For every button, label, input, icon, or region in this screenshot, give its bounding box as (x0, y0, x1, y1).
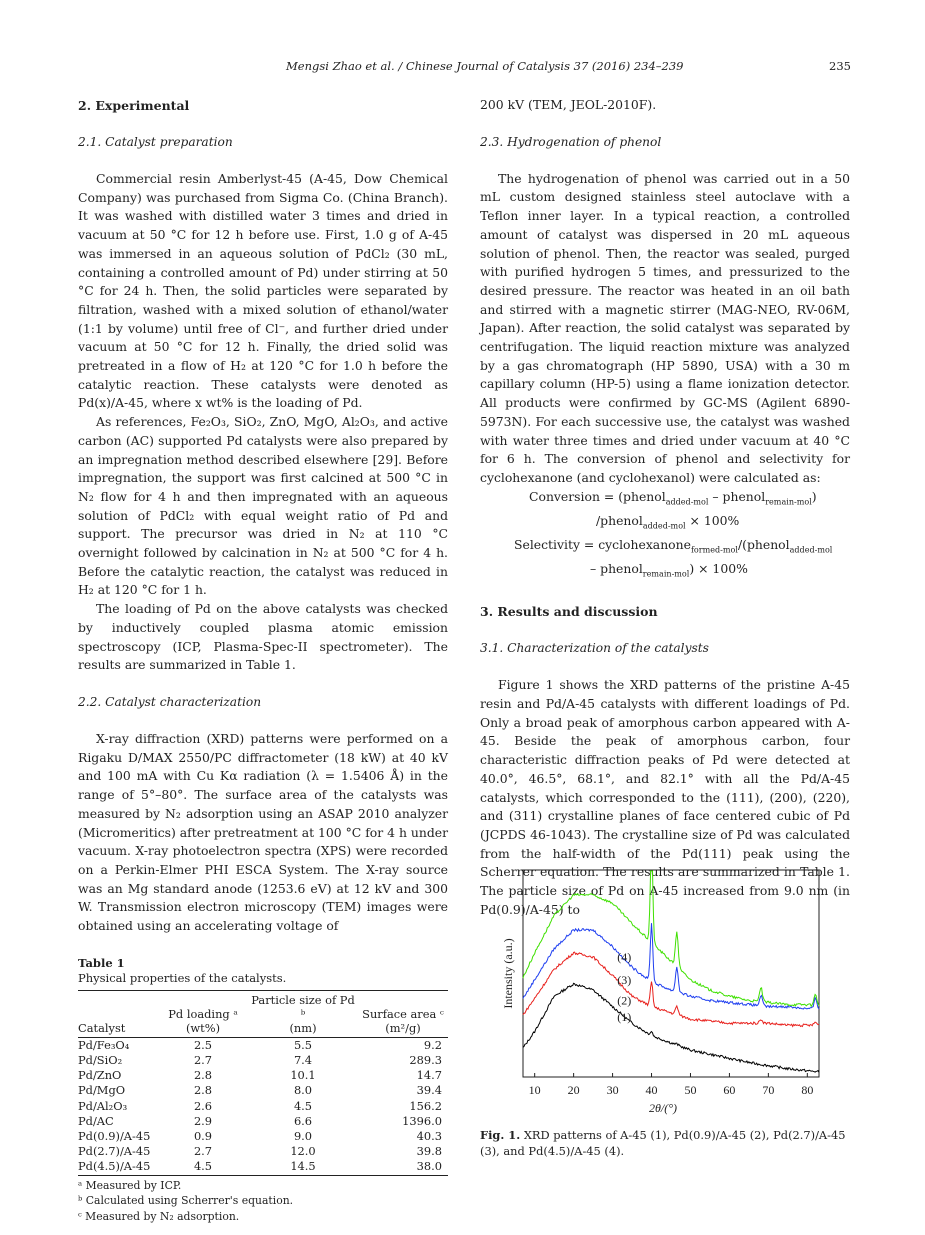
figure-caption (480, 1128, 850, 1159)
x-tick-label: 80 (801, 1083, 814, 1097)
paragraph-resin: Commercial resin Amberlyst-45 (A-45, Dow Chemical Company) was purchased from Sigma Co. (China Branch). It was washed with distilled water 3 times and dried in vacuum at 50 °C for 12 h before use. First, 1.0 g of A-45 was immersed in an aqueous solution of PdCl₂ (30 mL, containing a controlled amount of Pd) under stirring at 50 °C for 24 h. Then, the solid particles were separated by filtration, washed with a mixed solution of ethanol/water (1:1 by volume) until free of Cl⁻, and further dried under vacuum at 50 °C for 12 h. Finally, the dried solid was pretreated in a flow of H₂ at 120 °C for 1.0 h before the catalytic reaction. These catalysts were denoted as Pd(x)/A-45, where x wt% is the loading of Pd. (78, 171, 448, 411)
cell-catalyst: Pd(2.7)/A-45 (78, 1144, 151, 1159)
table-row (78, 1129, 448, 1144)
paragraph-xrd-results: Figure 1 shows the XRD patterns of the pristine A-45 resin and Pd/A-45 catalysts with different loadings of Pd. Only a broad peak of amorphous carbon appeared with A-45. Beside the peak of amorphous carbon, four characteristic diffraction peaks of Pd were detected at 40.0°, 46.5°, 68.1°, and 82.1° with all the Pd/A-45 catalysts, which corresponded to the (111), (200), (220), and (311) crystalline planes of face centered cubic of Pd (JCPDS 46-1043). The crystalline size of Pd was calculated from the half-width of the Pd(111) peak using the Scherrer equation. The results are summarized in Table 1. The particle size of Pd on A-45 increased from 9.0 nm (in Pd(0.9)/A-45) to (480, 677, 850, 917)
cell-size: 4.5 (293, 1098, 313, 1113)
paragraph-xrd-methods: X-ray diffraction (XRD) patterns were performed on a Rigaku D/MAX 2550/PC diffractometer (18 kW) at 40 kV and 100 mA with Cu Kα radiation (λ = 1.5406 Å) in the range of 5°–80°. The surface area of the catalysts was measured by N₂ adsorption using an ASAP 2010 analyzer (Micromeritics) after pretreatment at 100 °C for 4 h under vacuum. X-ray photoelectron spectra (XPS) were recorded on a Perkin-Elmer PHI ESCA System. The X-ray source was an Mg standard anode (1253.6 eV) at 12 kV and 300 W. Transmission electron microscopy (TEM) images were obtained using an accelerating voltage of (78, 730, 449, 934)
series-line-4 (523, 871, 819, 1006)
cell-loading: 2.5 (193, 1037, 213, 1052)
cell-area: 39.8 (416, 1144, 442, 1159)
subsection-title-catalyst-preparation: 2.1. Catalyst preparation (78, 135, 233, 149)
cell-size: 12.0 (290, 1144, 316, 1159)
subsection-title-hydrogenation: 2.3. Hydrogenation of phenol (480, 134, 662, 149)
cell-catalyst: Pd/ZnO (78, 1068, 122, 1083)
journal-citation: Mengsi Zhao et al. / Chinese Journal of Catalysis 37 (2016) 234–239 (286, 59, 684, 73)
section-title-results: 3. Results and discussion (480, 604, 658, 620)
cell-loading: 2.8 (193, 1083, 213, 1098)
cell-area: 9.2 (423, 1037, 442, 1052)
x-tick-label: 40 (645, 1083, 658, 1097)
cell-size: 5.5 (293, 1037, 313, 1052)
section-title-experimental: 2. Experimental (78, 98, 190, 113)
cell-size: 6.6 (293, 1113, 313, 1128)
footnote-c: ᶜ Measured by N₂ adsorption. (78, 1209, 240, 1223)
cell-size: 10.1 (290, 1068, 316, 1083)
subsection-title-characterization-results: 3.1. Characterization of the catalysts (480, 641, 709, 656)
cell-catalyst: Pd/SiO₂ (78, 1052, 123, 1067)
equation-selectivity-2: – phenol$_{remain-mol}$) × 100% (590, 561, 748, 579)
cell-area: 289.3 (409, 1052, 442, 1067)
series-line-2 (523, 952, 819, 1026)
cell-loading: 2.9 (193, 1113, 213, 1128)
table-row (78, 1144, 448, 1159)
cell-catalyst: Pd/Fe₃O₄ (78, 1037, 130, 1052)
cell-catalyst: Pd/AC (78, 1113, 114, 1128)
x-axis-label: 2θ/(°) (648, 1101, 678, 1115)
cell-catalyst: Pd/Al₂O₃ (78, 1098, 128, 1113)
table-row (78, 1053, 448, 1068)
cell-catalyst: Pd(0.9)/A-45 (78, 1128, 151, 1143)
paragraph-hydrogenation: The hydrogenation of phenol was carried out in a 50 mL custom designed stainless steel autoclave with a Teflon inner layer. In a typical reaction, a controlled amount of catalyst was dispersed in 20 mL aqueous solution of phenol. Then, the reactor was sealed, purged with purified hydrogen 5 times, and pressurized to the desired pressure. The reactor was heated in an oil bath and stirred with a magnetic stirrer (MAG-NEO, RV-06M, Japan). After reaction, the solid catalyst was separated by centrifugation. The liquid reaction mixture was analyzed by a gas chromatograph (HP 5890, USA) with a 30 m capillary column (HP-5) using a flame ionization detector. All products were confirmed by GC-MS (Agilent 6890-5973N). For each successive use, the catalyst was washed with water three times and dried under vacuum at 40 °C for 6 h. The conversion of phenol and selectivity for cyclohexanone (and cyclohexanol) were calculated as: (480, 170, 850, 485)
table-title: Physical properties of the catalysts. (78, 970, 287, 985)
left-column (78, 96, 448, 1224)
cell-size: 8.0 (293, 1083, 313, 1098)
table-caption (78, 956, 448, 986)
cell-size: 9.0 (293, 1128, 313, 1143)
series-label: (2) (617, 993, 632, 1008)
series-label: (1) (617, 1010, 632, 1025)
properties-table (78, 990, 448, 1176)
table-row (78, 1037, 448, 1053)
equation-conversion-1: Conversion = (phenol$_{added-mol}$ – phenol$_{remain-mol}$) (529, 488, 817, 507)
col-particle-size: Particle size of Pd ᵇ (nm) (248, 990, 358, 1037)
footnote-b: ᵇ Calculated using Scherrer's equation. (78, 1194, 294, 1208)
cell-loading: 2.7 (193, 1052, 213, 1067)
col-surface-area: Surface area ᶜ (m²/g) (358, 990, 448, 1037)
cell-loading: 2.6 (193, 1098, 213, 1113)
cell-area: 38.0 (358, 1159, 448, 1175)
cell-loading: 2.8 (193, 1068, 213, 1083)
table-row (78, 1068, 448, 1083)
xrd-figure (497, 865, 822, 1125)
series-line-3 (523, 923, 819, 1009)
equation-selectivity-1: Selectivity = cyclohexanone$_{formed-mol}$/(phenol$_{added-mol}$ (514, 537, 833, 555)
cell-loading: 0.9 (193, 1128, 213, 1143)
equations (480, 488, 850, 585)
table-row (78, 1083, 448, 1098)
table-row (78, 1099, 448, 1114)
right-column (480, 96, 850, 919)
cell-loading: 2.7 (193, 1144, 213, 1159)
paragraph-references: As references, Fe₂O₃, SiO₂, ZnO, MgO, Al₂O₃, and active carbon (AC) supported Pd catalysts were also prepared by an impregnation method described elsewhere [29]. Before impregnation, the support was first calcined at 500 °C in N₂ flow for 4 h and then impregnated with an aqueous solution of PdCl₂ with equal weight ratio of Pd and support. The precursor was dried in N₂ at 110 °C overnight followed by calcination in N₂ at 500 °C for 4 h. Before the catalytic reaction, the catalyst was reduced in H₂ at 120 °C for 1 h. (78, 414, 448, 598)
cell-size: 7.4 (293, 1052, 313, 1067)
x-tick-label: 70 (762, 1083, 775, 1097)
equation-conversion-2: /phenol$_{added-mol}$ × 100% (596, 512, 740, 531)
table-row (78, 1114, 448, 1129)
col-loading: Pd loading ᵃ (wt%) (158, 990, 248, 1037)
x-tick-label: 50 (684, 1083, 697, 1097)
cell-catalyst: Pd/MgO (78, 1083, 126, 1098)
table-label: Table 1 (78, 955, 125, 970)
table-row (78, 1159, 448, 1175)
cell-area: 40.3 (416, 1128, 442, 1143)
footnote-a: ᵃ Measured by ICP. (78, 1178, 182, 1192)
cell-area: 156.2 (409, 1098, 442, 1113)
cell-area: 39.4 (416, 1083, 442, 1098)
table-footnotes (78, 1178, 448, 1225)
paragraph-tem-cont: 200 kV (TEM, JEOL-2010F). (480, 97, 657, 112)
subsection-title-characterization: 2.2. Catalyst characterization (78, 694, 262, 709)
paragraph-icp: The loading of Pd on the above catalysts was checked by inductively coupled plasma atomic emission spectroscopy (ICP, Plasma-Spec-II spectrometer). The results are summarized in Table 1. (78, 601, 448, 673)
y-axis-label: Intensity (a.u.) (501, 938, 515, 1009)
figure-label: Fig. 1. (480, 1128, 521, 1142)
page-number: 235 (829, 59, 851, 73)
x-tick-label: 60 (723, 1083, 736, 1097)
cell-area: 1396.0 (402, 1113, 442, 1128)
figure-caption-text: XRD patterns of A-45 (1), Pd(0.9)/A-45 (2), Pd(2.7)/A-45 (3), and Pd(4.5)/A-45 (4). (480, 1128, 846, 1158)
series-line-1 (523, 983, 819, 1072)
col-catalyst: Catalyst (78, 990, 158, 1037)
x-tick-label: 30 (606, 1083, 619, 1097)
cell-catalyst: Pd(4.5)/A-45 (78, 1159, 158, 1175)
cell-loading: 4.5 (158, 1159, 248, 1175)
cell-area: 14.7 (416, 1068, 442, 1083)
series-label: (4) (617, 950, 632, 965)
series-label: (3) (617, 972, 632, 987)
cell-size: 14.5 (248, 1159, 358, 1175)
xrd-chart (497, 865, 822, 1125)
x-tick-label: 20 (567, 1083, 580, 1097)
x-tick-label: 10 (528, 1083, 541, 1097)
